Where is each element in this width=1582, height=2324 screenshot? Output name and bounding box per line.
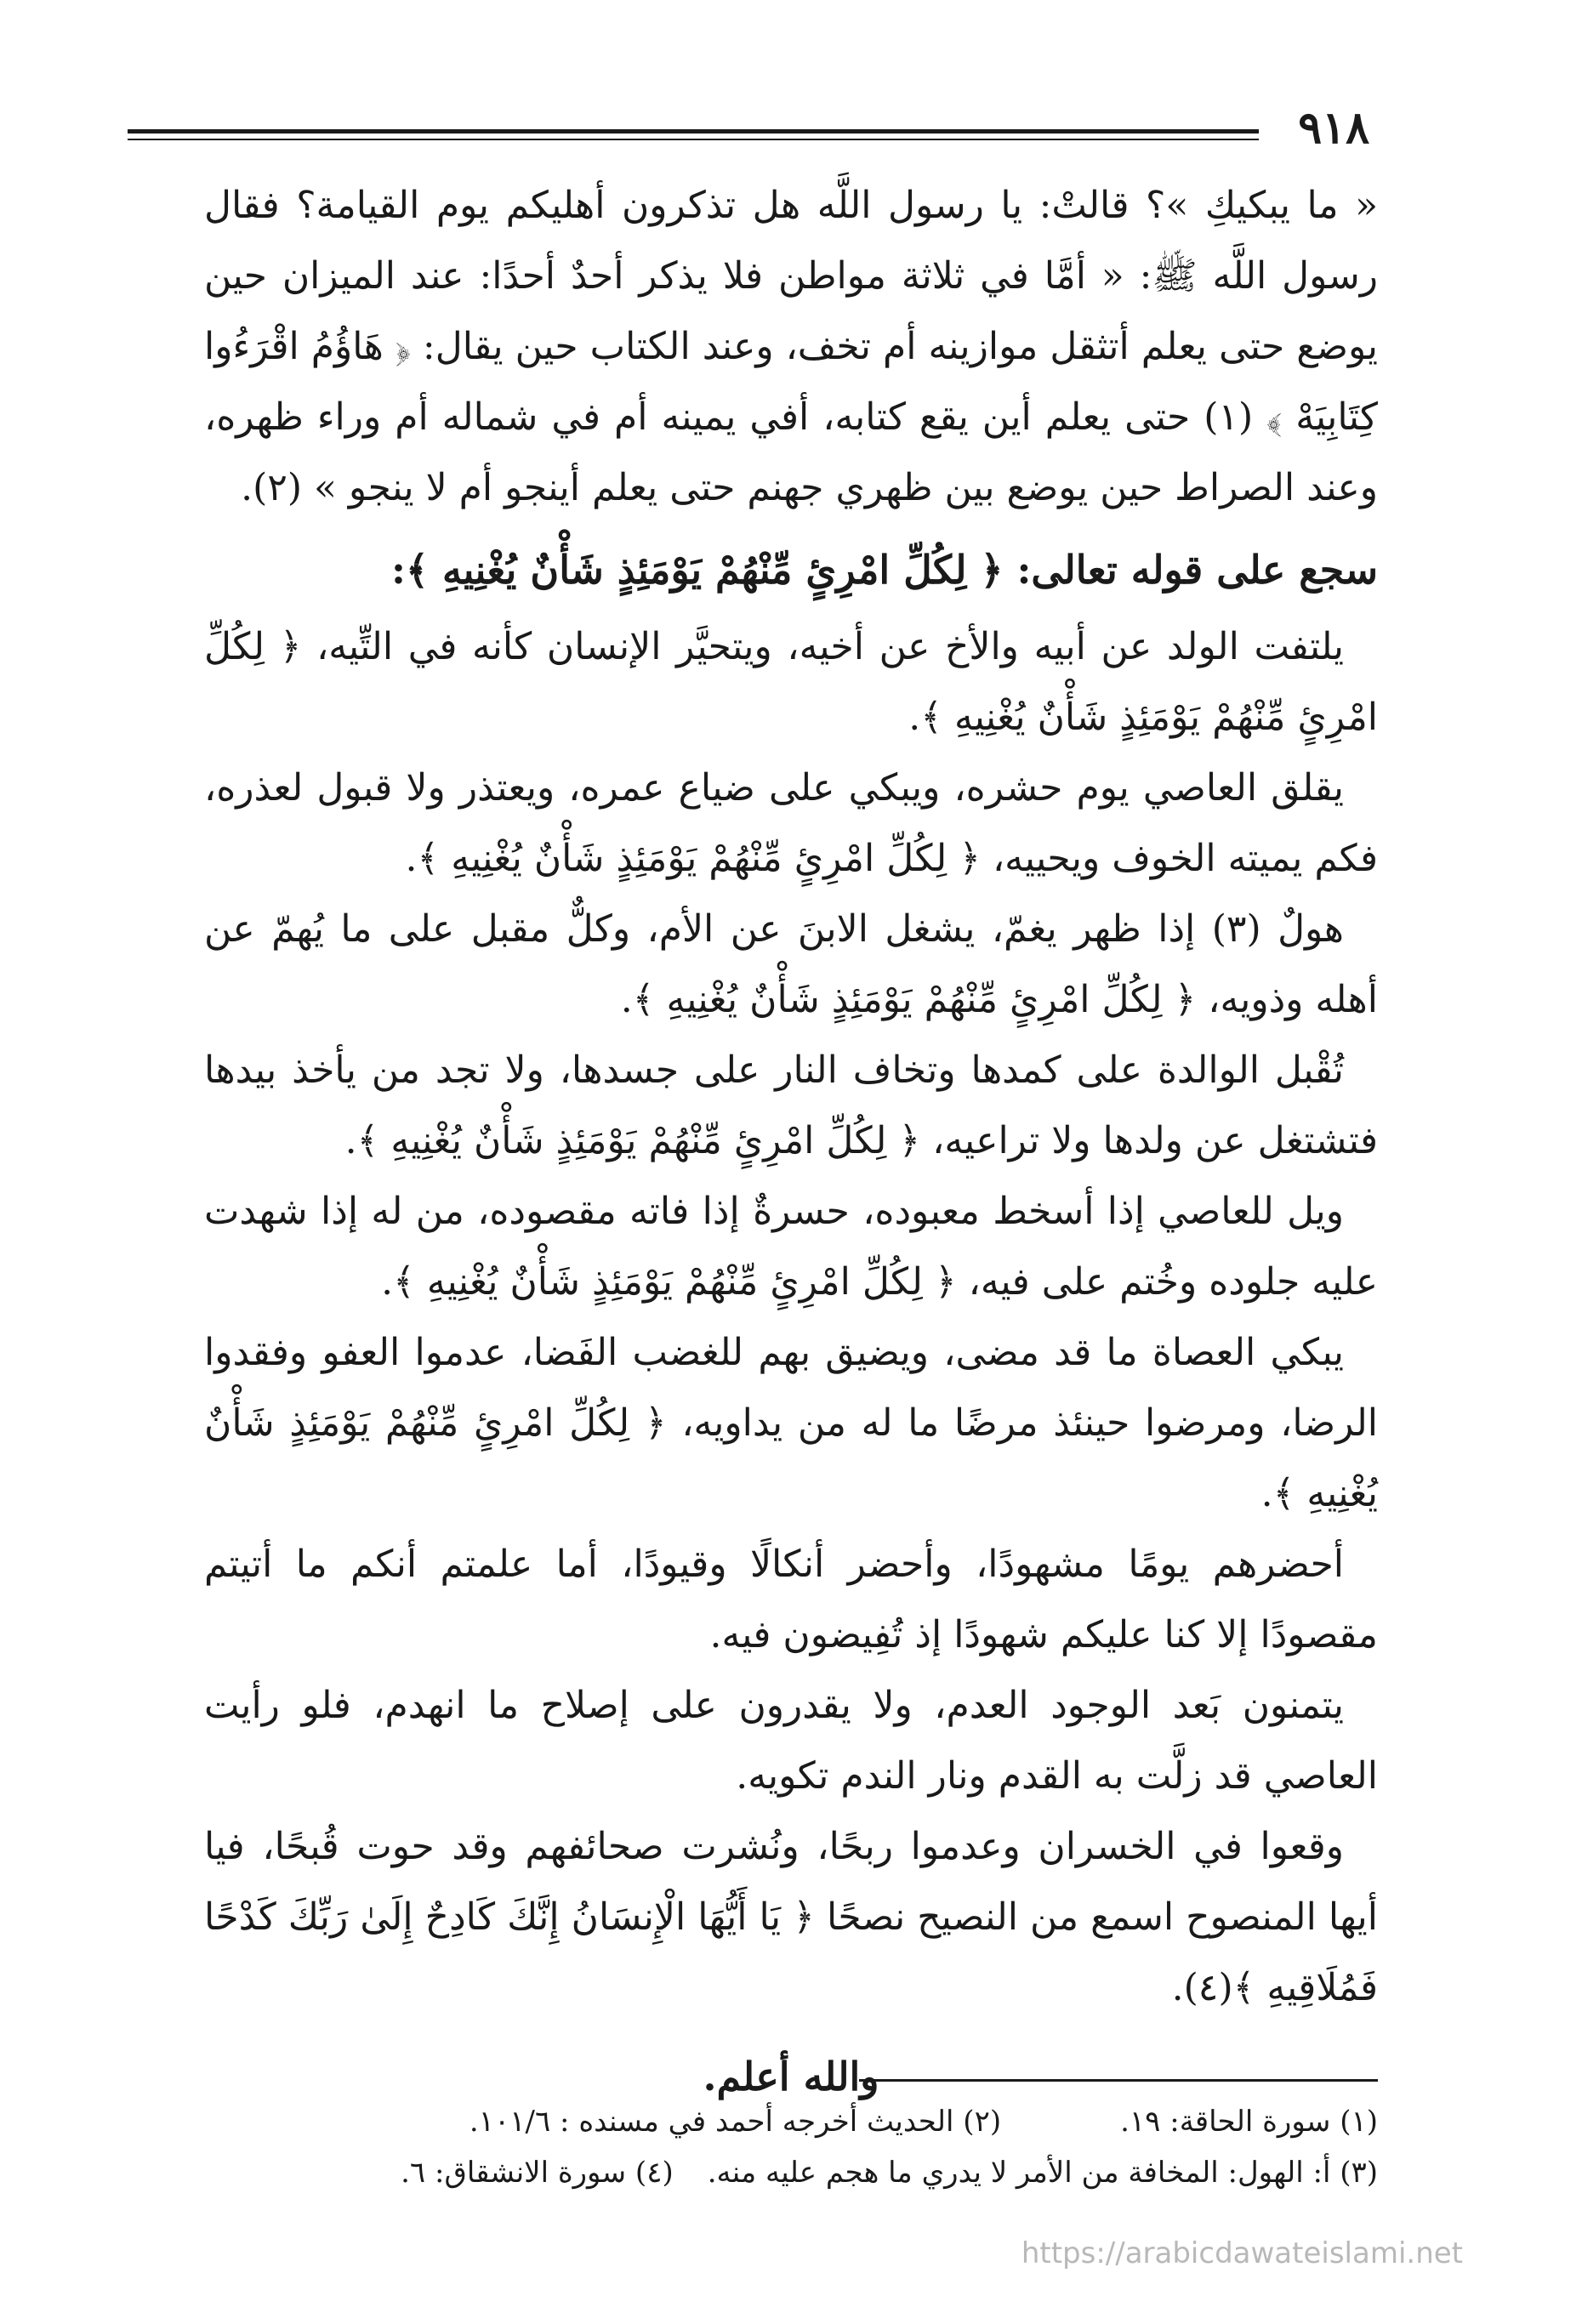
- footnote-row-2: [204, 2147, 1378, 2198]
- section-heading: سجع على قوله تعالى: ﴿ لِكُلِّ امْرِئٍ مِّنْهُمْ يَوْمَئِذٍ شَأْنٌ يُغْنِيهِ ﴾:: [391, 547, 1378, 593]
- footnote-4: (٤) سورة الانشقاق: ٦.: [401, 2156, 674, 2190]
- page-number: ٩١٨: [1298, 102, 1369, 154]
- footnote-1: (١) سورة الحاقة: ١٩.: [1120, 2105, 1378, 2139]
- paragraph-1: يلتفت الولد عن أبيه والأخ عن أخيه، ويتحيَّر الإنسان كأنه في التِّيه، ﴿ لِكُلِّ امْرِئٍ مِّنْهُمْ يَوْمَئِذٍ شَأْنٌ يُغْنِيهِ ﴾.: [204, 625, 1378, 739]
- page-body: [204, 170, 1378, 2115]
- paragraph-5: ويل للعاصي إذا أسخط معبوده، حسرةٌ إذا فاته مقصوده، من له إذا شهدت عليه جلوده وخُتم على فيه، ﴿ لِكُلِّ امْرِئٍ مِّنْهُمْ يَوْمَئِذٍ شَأْنٌ يُغْنِيهِ ﴾.: [204, 1190, 1378, 1304]
- footnote-rule: [859, 2079, 1378, 2082]
- intro-paragraph: « ما يبكيكِ »؟ قالتْ: يا رسول اللَّه هل تذكرون أهليكم يوم القيامة؟ فقال رسول اللَّه ﷺ: « أمَّا في ثلاثة مواطن فلا يذكر أحدٌ أحدًا: عند الميزان حين يوضع حتى يعلم أتثقل موازينه أم تخف، وعند الكتاب حين يقال: ﴿ هَاؤُمُ اقْرَءُوا كِتَابِيَهْ ﴾ (١) حتى يعلم أين يقع كتابه، أفي يمينه أم في شماله أم وراء ظهره، وعند الصراط حين يوضع بين ظهري جهنم حتى يعلم أينجو أم لا ينجو » (٢).: [204, 184, 1378, 509]
- paragraph-2: يقلق العاصي يوم حشره، ويبكي على ضياع عمره، ويعتذر ولا قبول لعذره، فكم يميته الخوف ويحييه، ﴿ لِكُلِّ امْرِئٍ مِّنْهُمْ يَوْمَئِذٍ شَأْنٌ يُغْنِيهِ ﴾.: [204, 766, 1378, 880]
- paragraph-6: يبكي العصاة ما قد مضى، ويضيق بهم للغضب الفَضا، عدموا العفو وفقدوا الرضا، ومرضوا حينئذ مرضًا ما له من يداويه، ﴿ لِكُلِّ امْرِئٍ مِّنْهُمْ يَوْمَئِذٍ شَأْنٌ يُغْنِيهِ ﴾.: [204, 1331, 1378, 1515]
- paragraph-4: تُقْبل الوالدة على كمدها وتخاف النار على جسدها، ولا تجد من يأخذ بيدها فتشتغل عن ولدها ولا تراعيه، ﴿ لِكُلِّ امْرِئٍ مِّنْهُمْ يَوْمَئِذٍ شَأْنٌ يُغْنِيهِ ﴾.: [204, 1048, 1378, 1162]
- watermark-url: https://arabicdawateislami.net: [1021, 2236, 1463, 2270]
- paragraph-3: هولٌ (٣) إذا ظهر يغمّ، يشغل الابنَ عن الأم، وكلٌّ مقبل على ما يُهمّ عن أهله وذويه، ﴿ لِكُلِّ امْرِئٍ مِّنْهُمْ يَوْمَئِذٍ شَأْنٌ يُغْنِيهِ ﴾.: [204, 907, 1378, 1021]
- paragraph-9: وقعوا في الخسران وعدموا ربحًا، ونُشرت صحائفهم وقد حوت قُبحًا، فيا أيها المنصوح اسمع من النصيح نصحًا ﴿ يَا أَيُّهَا الْإِنسَانُ إِنَّكَ كَادِحٌ إِلَىٰ رَبِّكَ كَدْحًا فَمُلَاقِيهِ ﴾(٤).: [204, 1825, 1378, 2009]
- paragraph-7: أحضرهم يومًا مشهودًا، وأحضر أنكالًا وقيودًا، أما علمتم أنكم ما أتيتم مقصودًا إلا كنا عليكم شهودًا إذ تُفِيضون فيه.: [204, 1543, 1378, 1656]
- footnote-row-1: [204, 2096, 1378, 2147]
- footnote-3: (٣) أ: الهول: المخافة من الأمر لا يدري ما هجم عليه منه.: [707, 2156, 1378, 2190]
- footnote-2: (٢) الحديث أخرجه أحمد في مسنده : ١٠١/٦.: [469, 2105, 1002, 2139]
- closing-line: والله أعلم.: [703, 2054, 879, 2100]
- paragraph-8: يتمنون بَعد الوجود العدم، ولا يقدرون على إصلاح ما انهدم، فلو رأيت العاصي قد زلَّت به القدم ونار الندم تكويه.: [204, 1684, 1378, 1798]
- header-rule-thin: [128, 139, 1259, 140]
- footnotes: [204, 2096, 1378, 2198]
- header-rule: [128, 129, 1259, 134]
